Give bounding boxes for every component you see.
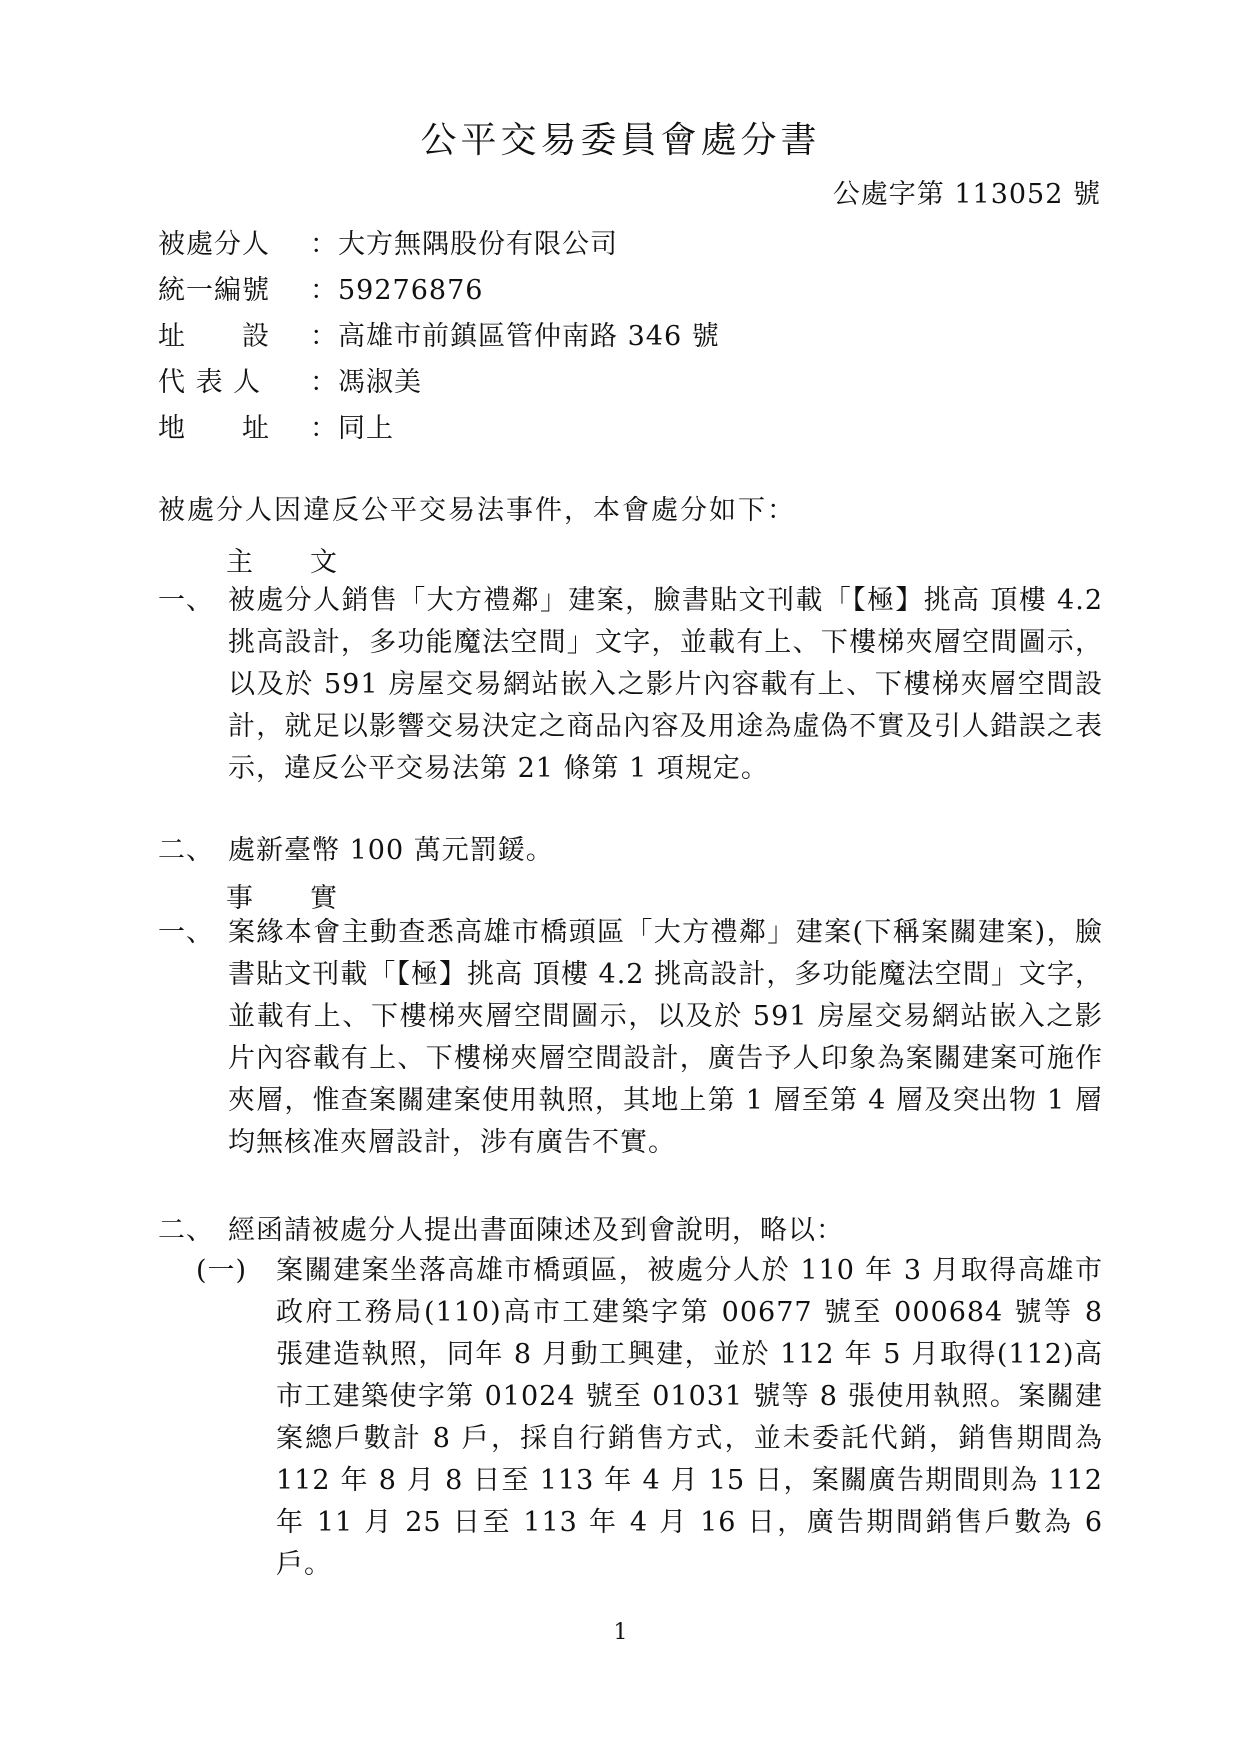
header-value: 59276876: [338, 275, 484, 306]
header-label: 地 址: [158, 413, 270, 444]
item-marker: 二、: [158, 1215, 214, 1246]
header-label: 代 表 人: [158, 367, 262, 398]
header-field-address: 地 址 ：同上: [158, 406, 394, 445]
item-marker: 一、: [158, 585, 214, 616]
sub-item-marker: (一): [196, 1255, 248, 1286]
main-item: [158, 580, 1103, 790]
facts-item: [158, 912, 1103, 1164]
header-label: 被處分人: [158, 229, 270, 260]
item-text: 經函請被處分人提出書面陳述及到會說明，略以：: [228, 1215, 844, 1246]
header-value: 高雄市前鎮區管仲南路 346 號: [338, 321, 720, 352]
header-field-respondent: 被處分人 ：大方無隅股份有限公司: [158, 222, 618, 261]
page-number: 1: [613, 1620, 628, 1645]
header-value: 同上: [338, 413, 394, 444]
main-item: [158, 830, 1103, 872]
item-marker: 二、: [158, 835, 214, 866]
section-heading-facts: 事 實: [226, 883, 338, 914]
document-number: 公處字第 113052 號: [832, 179, 1101, 210]
item-text: 被處分人銷售「大方禮鄰」建案，臉書貼文刊載「【極】挑高 頂樓 4.2 挑高設計，多功能魔法空間」文字，並載有上、下樓梯夾層空間圖示，以及於 591 房屋交易網站嵌入之影片內容載有上、下樓梯夾層空間設計，就足以影響交易決定之商品內容及用途為虛偽不實及引人錯誤之表示，違反公平交易法第 21 條第 1 項規定。: [228, 585, 1103, 784]
header-value: 大方無隅股份有限公司: [338, 229, 618, 260]
header-label: 址 設: [158, 321, 270, 352]
header-field-representative: 代 表 人 ：馮淑美: [158, 360, 422, 399]
facts-item: [158, 1210, 1103, 1252]
section-heading-main: 主 文: [226, 547, 338, 578]
item-marker: 一、: [158, 917, 214, 948]
header-label: 統一編號: [158, 275, 270, 306]
document-title: 公平交易委員會處分書: [420, 120, 821, 161]
header-field-registered-address: 址 設 ：高雄市前鎮區管仲南路 346 號: [158, 314, 720, 353]
item-text: 案緣本會主動查悉高雄市橋頭區「大方禮鄰」建案(下稱案關建案)，臉書貼文刊載「【極】挑高 頂樓 4.2 挑高設計，多功能魔法空間」文字，並載有上、下樓梯夾層空間圖示，以及於 591 房屋交易網站嵌入之影片內容載有上、下樓梯夾層空間設計，廣告予人印象為案關建案可施作夾層，惟查案關建案使用執照，其地上第 1 層至第 4 層及突出物 1 層均無核准夾層設計，涉有廣告不實。: [228, 917, 1103, 1158]
item-text: 處新臺幣 100 萬元罰鍰。: [228, 835, 554, 866]
header-field-tax-id: 統一編號 ：59276876: [158, 268, 483, 307]
header-value: 馮淑美: [338, 367, 422, 398]
facts-sub-item: [196, 1250, 1103, 1586]
lead-sentence: 被處分人因違反公平交易法事件，本會處分如下：: [158, 495, 796, 526]
sub-item-text: 案關建案坐落高雄市橋頭區，被處分人於 110 年 3 月取得高雄市政府工務局(110)高市工建築字第 00677 號至 000684 號等 8 張建造執照，同年 8 月動工興建，並於 112 年 5 月取得(112)高市工建築使字第 01024 號至 01031 號等 8 張使用執照。案關建案總戶數計 8 戶，採自行銷售方式，並未委託代銷，銷售期間為 112 年 8 月 8 日至 113 年 4 月 15 日，案關廣告期間則為 112 年 11 月 25 日至 113 年 4 月 16 日，廣告期間銷售戶數為 6 戶。: [276, 1255, 1103, 1580]
